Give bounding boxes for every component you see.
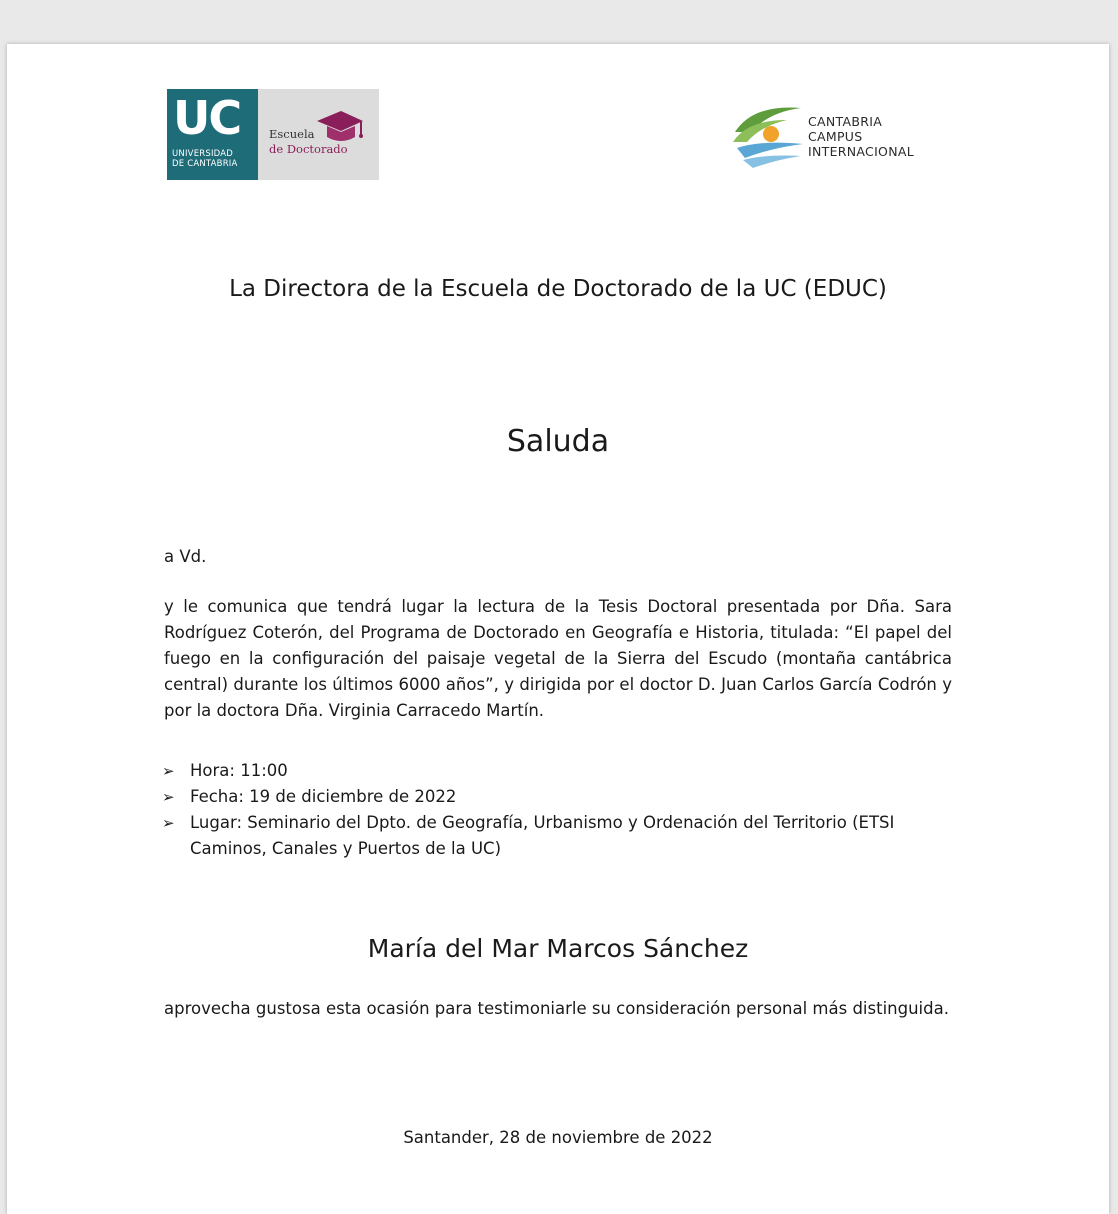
detail-text: Hora: 11:00 [190, 761, 288, 780]
uc-logo-mark: UC [173, 91, 241, 145]
detail-text: Fecha: 19 de diciembre de 2022 [190, 787, 457, 806]
body-paragraph: y le comunica que tendrá lugar la lectura de la Tesis Doctoral presentada por Dña. Sara Rodríguez Coterón, del Programa de Doctorado en Geografía e Historia, titulada: “El papel del fuego en la configuración del paisaje vegetal de la Sierra del Escudo (montaña cantábrica central) durante los últimos 6000 años”, y dirigida por el doctor D. Juan Carlos García Codrón y por la doctora Dña. Virginia Carracedo Martín. [164, 597, 952, 720]
uc-logo-line2: DE CANTABRIA [172, 159, 238, 169]
arrow-bullet-icon: ➢ [162, 762, 175, 780]
signatory-name: María del Mar Marcos Sánchez [367, 934, 749, 963]
escuela-label-line1: Escuela [269, 127, 315, 141]
arrow-bullet-icon: ➢ [162, 814, 175, 832]
detail-text: Lugar: Seminario del Dpto. de Geografía, Urbanismo y Ordenación del Territorio (ETSI Caminos, Canales y Puertos de la UC) [190, 813, 895, 858]
detail-hora [162, 758, 952, 784]
place-date: Santander, 28 de noviembre de 2022 [403, 1128, 713, 1147]
arrow-bullet-icon: ➢ [162, 788, 175, 806]
event-details-list [162, 758, 952, 862]
detail-fecha [162, 784, 952, 810]
uc-logo-block [167, 89, 258, 180]
addressee-line: a Vd. [164, 547, 207, 566]
campus-swoosh-icon [731, 98, 805, 174]
uc-logo-subtitle [172, 149, 238, 169]
campus-logo-line3: INTERNACIONAL [808, 144, 914, 159]
campus-logo-line1: CANTABRIA [808, 114, 883, 129]
document-page [7, 44, 1109, 1214]
uc-logo-line1: UNIVERSIDAD [172, 149, 234, 159]
detail-lugar [162, 810, 952, 862]
closing-paragraph: aprovecha gustosa esta ocasión para testimoniarle su consideración personal más distinguida. [164, 999, 949, 1018]
escuela-doctorado-label [269, 127, 348, 157]
escuela-label-line2: de Doctorado [269, 142, 348, 156]
uc-escuela-doctorado-logo [167, 89, 379, 180]
campus-logo-line2: CAMPUS [808, 129, 863, 144]
director-heading: La Directora de la Escuela de Doctorado de la UC (EDUC) [229, 276, 887, 302]
greeting-heading: Saluda [506, 424, 610, 459]
campus-logo-text [808, 114, 914, 159]
cantabria-campus-internacional-logo [731, 98, 945, 174]
